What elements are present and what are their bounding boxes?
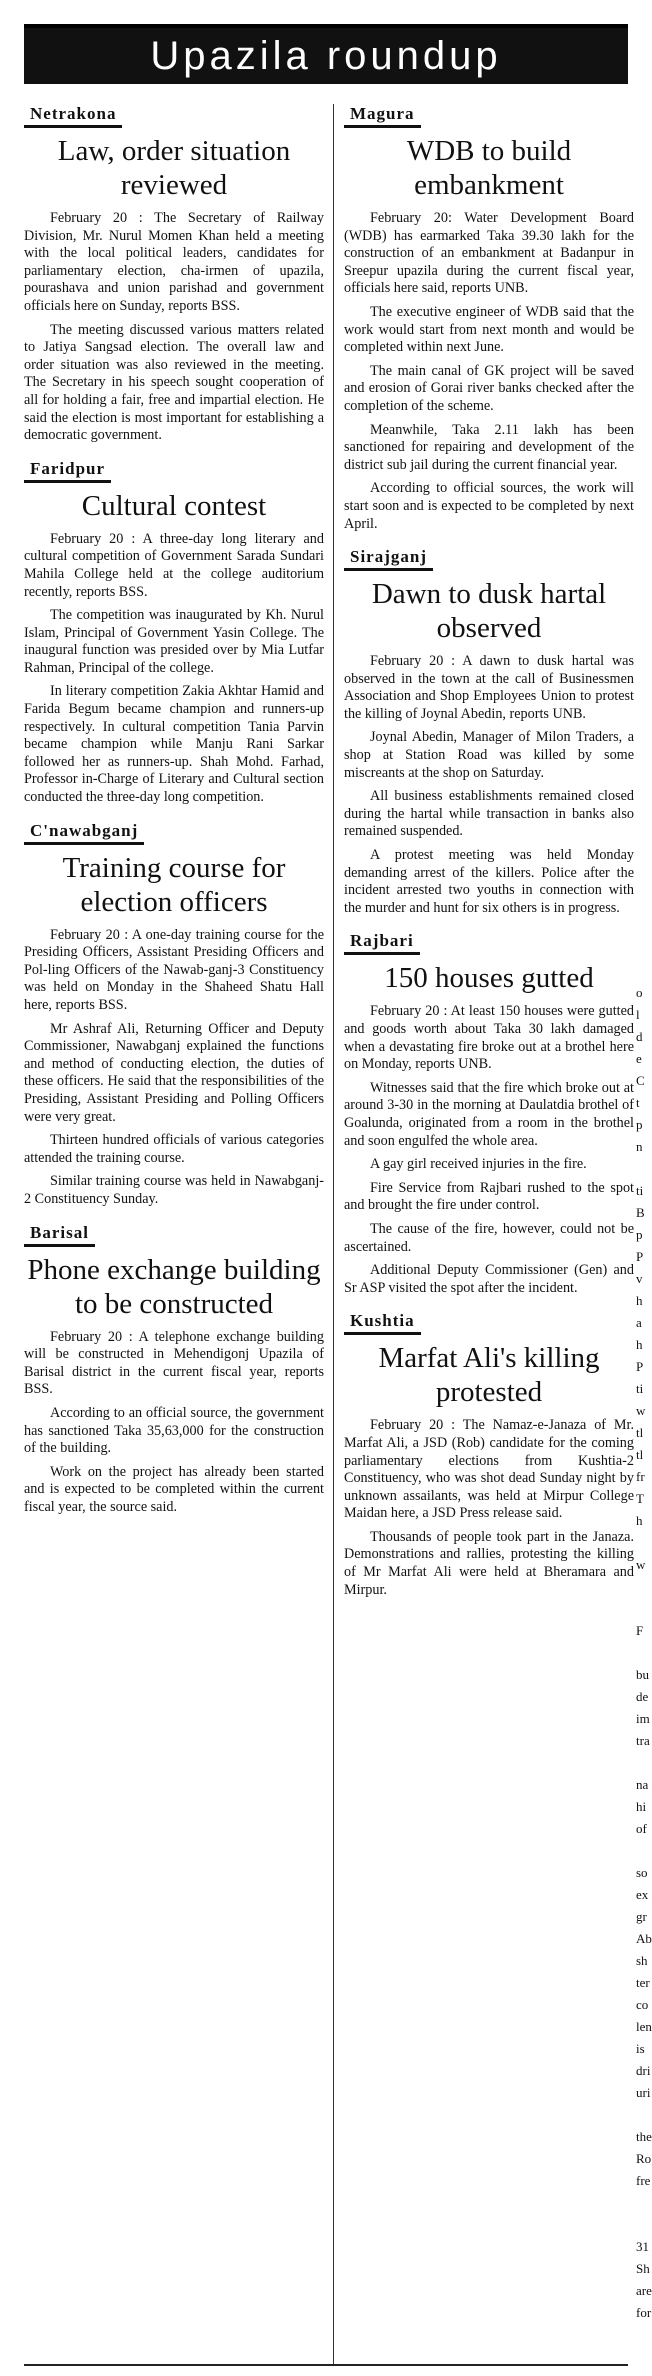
edge-text-fragment: w <box>636 1557 646 1572</box>
edge-text-fragment: tl <box>636 1425 644 1440</box>
story-headline: Dawn to dusk hartal observed <box>371 578 607 645</box>
story-paragraph: February 20 : The Namaz-e-Janaza of Mr. Marfat Ali, a JSD (Rob) candidate for the coming parliamentary elections from Kushtia-2 Constituency, who was shot dead Sunday night by unknown assailants, was held at Mirpur College Maidan here, a JSD Press release said. <box>344 1417 634 1522</box>
edge-text-fragment: Sh <box>636 2261 650 2276</box>
bottom-rule <box>24 2364 628 2366</box>
story-headline: Marfat Ali's killing protested <box>378 1342 600 1409</box>
story-paragraph: The cause of the fire, however, could not be ascertained. <box>344 1220 634 1255</box>
story-paragraph: February 20 : A dawn to dusk hartal was observed in the town at the call of Businessmen Association and Shop Employees Union to protest the killing of Joynal Abedin, reports UNB. <box>344 653 634 722</box>
story-paragraph: February 20 : The Secretary of Railway Division, Mr. Nurul Momen Khan held a meeting with the local political leaders, candidates for parliamentary election, cha-irmen of upazila, pourashava and union parishad and government officials here on Sunday, reports BSS. <box>24 210 324 314</box>
edge-text-fragment: tra <box>636 1733 650 1748</box>
story-dateline: Kushtia <box>344 1311 421 1335</box>
story-paragraph: In literary competition Zakia Akhtar Hamid and Farida Begum became champion and runners-up respectively. In cultural competition Tania Parvin became champion while Manju Rani Sarkar followed her as runners-up. Shah Mohd. Farhad, Professor in-Charge of Literary and Cultural section conducted the three-day long competition. <box>24 683 324 806</box>
story-paragraph: Mr Ashraf Ali, Returning Officer and Deputy Commissioner, Nawabganj explained the functions and method of conducting election, the duties of these officers. He said that the responsibilities of the Presiding, Assistant Presiding and Polling Officers were very great. <box>24 1020 324 1125</box>
story-body <box>24 927 324 1209</box>
story-headline: 150 houses gutted <box>384 962 594 995</box>
edge-text-fragment: a <box>636 1315 642 1330</box>
edge-text-fragment: n <box>636 1139 643 1154</box>
story-paragraph: February 20 : A telephone exchange building will be constructed in Mehendigonj Upazila of Barisal district in the current fiscal year, reports BSS. <box>24 1328 324 1398</box>
edge-text-fragment: len <box>636 2019 652 2034</box>
edge-text-fragment: o <box>636 985 643 1000</box>
story-paragraph: February 20 : A one-day training course for the Presiding Officers, Assistant Presiding Officers and Pol-ling Officers of the Nawab-ganj-3 Constituency was held on Monday in the Shaheed Shatu Hall here, reports BSS. <box>24 926 324 1013</box>
news-story <box>344 931 634 1297</box>
story-paragraph: February 20: Water Development Board (WDB) has earmarked Taka 39.30 lakh for the construction of an embankment at Badanpur in Sreepur upazila during the current fiscal year, officials here said, reports UNB. <box>344 210 634 297</box>
story-dateline: Sirajganj <box>344 547 433 571</box>
edge-text-fragment: the <box>636 2129 652 2144</box>
edge-text-fragment: h <box>636 1293 643 1308</box>
story-paragraph: The competition was inaugurated by Kh. Nurul Islam, Principal of Government Yasin College. The inaugural function was presided over by Mia Lutfar Rahman, Principal of the college. <box>24 607 324 676</box>
story-paragraph: The main canal of GK project will be saved and erosion of Gorai river banks checked after the completion of the scheme. <box>344 362 634 414</box>
edge-text-fragment: co <box>636 1997 649 2012</box>
story-paragraph: February 20 : At least 150 houses were gutted and goods worth about Taka 30 lakh damaged when a devastating fire broke out at a brothel here on Monday, reports UNB. <box>344 1003 634 1073</box>
story-paragraph: According to official sources, the work will start soon and is expected to be completed by next April. <box>344 480 634 532</box>
middle-column <box>344 104 634 1613</box>
story-headline: Training course for election officers <box>62 851 286 918</box>
story-body <box>24 210 324 445</box>
edge-text-fragment: ex <box>636 1887 649 1902</box>
edge-text-fragment: uri <box>636 2085 651 2100</box>
story-dateline: Magura <box>344 104 421 128</box>
news-story <box>24 1223 324 1517</box>
story-paragraph: A protest meeting was held Monday demanding arrest of the killers. Police after the incident arrested two youths in connection with the murder and hunt for six others is in progress. <box>344 847 634 916</box>
edge-text-fragment: h <box>636 1513 643 1528</box>
edge-text-fragment: so <box>636 1865 648 1880</box>
edge-text-fragment: v <box>636 1271 643 1286</box>
edge-text-fragment: e <box>636 1051 642 1066</box>
edge-text-fragment: B <box>636 1205 645 1220</box>
edge-text-fragment: na <box>636 1777 649 1792</box>
edge-text-fragment: fr <box>636 1469 645 1484</box>
story-paragraph: Fire Service from Rajbari rushed to the spot and brought the fire under control. <box>344 1179 634 1214</box>
story-paragraph: Work on the project has already been started and is expected to be completed within the current fiscal year, the source said. <box>24 1463 324 1515</box>
edge-text-fragment: p <box>636 1117 643 1132</box>
story-body <box>344 1003 634 1297</box>
edge-text-fragment: dri <box>636 2063 651 2078</box>
news-story <box>344 547 634 917</box>
story-body <box>344 1417 634 1599</box>
news-story <box>344 104 634 533</box>
edge-text-fragment: P <box>636 1249 644 1264</box>
story-headline: Phone exchange building to be constructed <box>27 1253 321 1320</box>
edge-text-fragment: ti <box>636 1183 644 1198</box>
edge-text-fragment: w <box>636 1403 646 1418</box>
edge-text-fragment: C <box>636 1073 645 1088</box>
news-story <box>24 821 324 1209</box>
story-body <box>344 210 634 533</box>
story-dateline: Faridpur <box>24 459 111 483</box>
edge-text-fragment: ti <box>636 1381 644 1396</box>
story-paragraph: A gay girl received injuries in the fire. <box>370 1156 587 1173</box>
story-body <box>344 653 634 917</box>
edge-text-fragment: Ro <box>636 2151 652 2166</box>
story-paragraph: The meeting discussed various matters related to Jatiya Sangsad election. The overall law and order situation was also reviewed in the meeting. The Secretary in his speech sought cooperation of all for holding a fair, free and impartial election. He said the election is most important for establishing a democratic government. <box>24 321 324 444</box>
news-story <box>24 459 324 807</box>
story-paragraph: February 20 : A three-day long literary and cultural competition of Government Sarada Sundari Mahila College held at the college auditorium recently, reports BSS. <box>24 530 324 600</box>
edge-text-fragment: d <box>636 1029 643 1044</box>
story-dateline: C'nawabganj <box>24 821 144 845</box>
edge-text-fragment: p <box>636 1227 643 1242</box>
edge-text-fragment: im <box>636 1711 650 1726</box>
story-body <box>24 1329 324 1517</box>
column-divider <box>333 104 334 2364</box>
edge-text-fragment: is <box>636 2041 645 2056</box>
story-paragraph: Witnesses said that the fire which broke out at around 3-30 in the morning at Daulatdia brothel of Goalunda, originated from a room in the brothel and soon engulfed the whole area. <box>344 1079 634 1149</box>
edge-text-fragment: T <box>636 1491 644 1506</box>
edge-text-fragment: de <box>636 1689 649 1704</box>
story-paragraph: Additional Deputy Commissioner (Gen) and Sr ASP visited the spot after the incident. <box>344 1262 634 1296</box>
edge-text-fragment: P <box>636 1359 644 1374</box>
story-paragraph: Thirteen hundred officials of various categories attended the training course. <box>24 1132 324 1166</box>
story-dateline: Rajbari <box>344 931 420 955</box>
story-paragraph: According to an official source, the government has sanctioned Taka 35,63,000 for the construction of the building. <box>24 1404 324 1457</box>
edge-text-fragment: gr <box>636 1909 647 1924</box>
edge-text-fragment: are <box>636 2283 652 2298</box>
edge-text-fragment: h <box>636 1337 643 1352</box>
story-headline: Law, order situation reviewed <box>57 135 291 201</box>
edge-text-fragment: 31 <box>636 2239 649 2254</box>
left-column <box>24 104 324 1530</box>
story-dateline: Netrakona <box>24 104 122 128</box>
edge-text-fragment: Ab <box>636 1931 652 1946</box>
story-paragraph: Thousands of people took part in the Janaza. Demonstrations and rallies, protesting the killing of Mr Marfat Ali were held at Bheramara and Mirpur. <box>344 1528 634 1598</box>
story-headline: WDB to build embankment <box>406 135 572 201</box>
story-paragraph: Meanwhile, Taka 2.11 lakh has been sanctioned for repairing and development of the district sub jail during the current financial year. <box>344 421 634 473</box>
story-paragraph: Joynal Abedin, Manager of Milon Traders, a shop at Station Road was killed by some miscreants at the shop on Saturday. <box>344 729 634 781</box>
edge-text-fragment: tl <box>636 1447 644 1462</box>
edge-text-fragment: fre <box>636 2173 651 2188</box>
edge-text-fragment: t <box>636 1095 640 1110</box>
adjacent-column-fragment <box>634 104 652 2364</box>
story-paragraph: Similar training course was held in Nawabganj-2 Constituency Sunday. <box>24 1173 324 1207</box>
news-story <box>24 104 324 445</box>
news-story <box>344 1311 634 1599</box>
edge-text-fragment: for <box>636 2305 652 2320</box>
section-banner <box>24 24 628 84</box>
story-headline: Cultural contest <box>81 489 267 522</box>
edge-text-fragment: sh <box>636 1953 648 1968</box>
edge-text-fragment: hi <box>636 1799 647 1814</box>
edge-text-fragment: of <box>636 1821 647 1836</box>
story-paragraph: All business establishments remained closed during the hartal while transaction in banks also remained suspended. <box>344 788 634 840</box>
edge-text-fragment: bu <box>636 1667 649 1682</box>
story-dateline: Barisal <box>24 1223 95 1247</box>
edge-text-fragment: l <box>636 1007 640 1022</box>
edge-text-fragment: ter <box>636 1975 650 1990</box>
story-body <box>24 531 324 807</box>
edge-text-fragment: F <box>636 1623 644 1638</box>
story-paragraph: The executive engineer of WDB said that the work would start from next month and would be completed within next June. <box>344 303 634 356</box>
section-title: Upazila roundup <box>150 33 502 78</box>
